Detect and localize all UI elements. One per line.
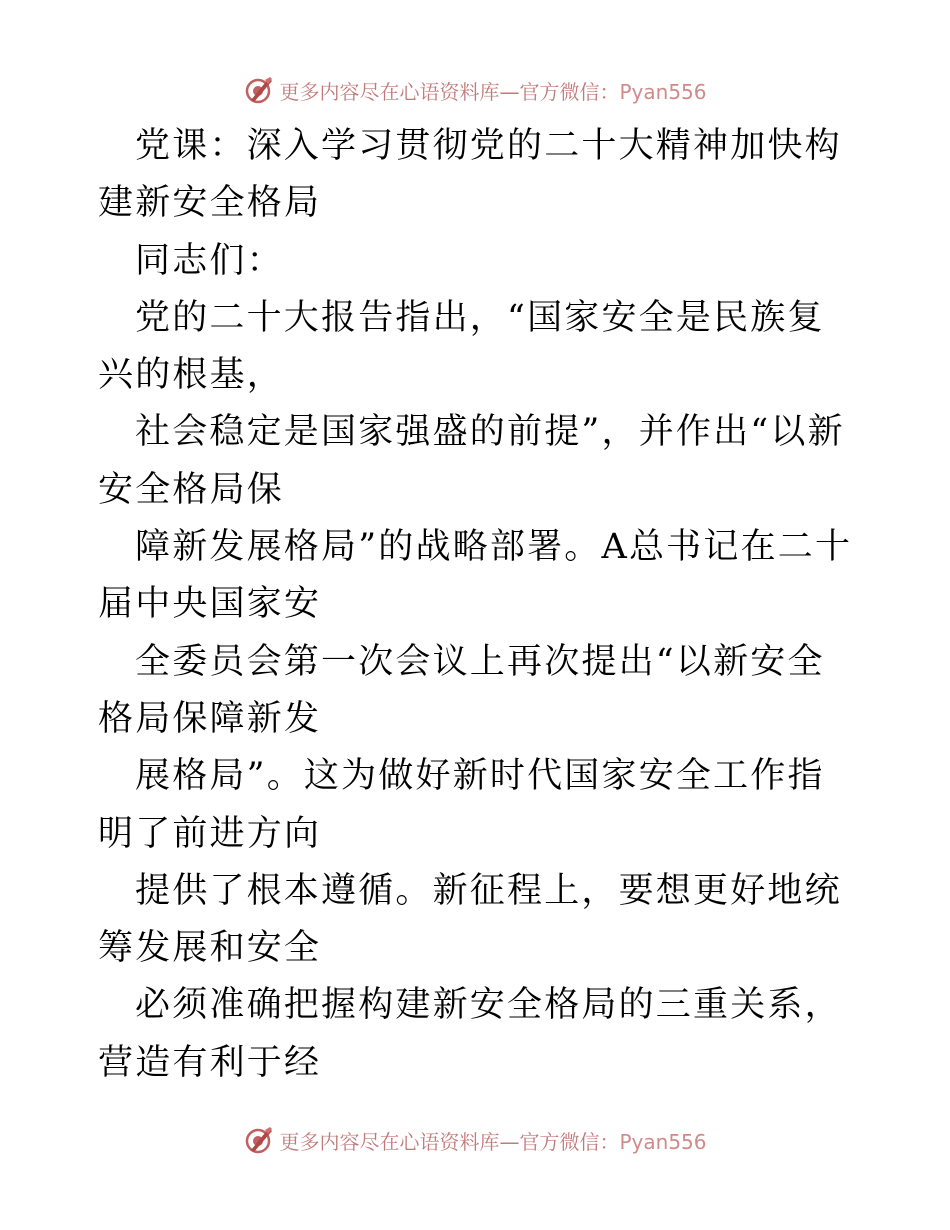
wechat-id: Pyan556 <box>619 79 707 104</box>
footer-watermark <box>0 1120 950 1160</box>
document-title: 党课：深入学习贯彻党的二十大精神加快构建新安全格局 <box>98 126 842 224</box>
quill-logo-icon <box>243 74 275 106</box>
quill-logo-icon <box>243 1124 275 1156</box>
watermark-text: 更多内容尽在心语资料库—官方微信：Pyan556 <box>279 1129 707 1154</box>
header-watermark <box>0 70 950 110</box>
body-line: 全委员会第一次会议上再次提出“以新安全格局保障新发 <box>98 641 825 739</box>
body-line: 社会稳定是国家强盛的前提”，并作出“以新安全格局保 <box>98 412 845 510</box>
watermark-text: 更多内容尽在心语资料库—官方微信：Pyan556 <box>279 79 707 104</box>
body-line: 必须准确把握构建新安全格局的三重关系，营造有利于经 <box>98 985 842 1083</box>
wechat-id: Pyan556 <box>619 1129 707 1154</box>
body-line: 展格局”。这为做好新时代国家安全工作指明了前进方向 <box>98 756 825 854</box>
salutation: 同志们： <box>135 240 284 281</box>
body-line: 障新发展格局”的战略部署。A总书记在二十届中央国家安 <box>98 527 853 625</box>
body-line: 党的二十大报告指出，“国家安全是民族复兴的根基， <box>98 297 825 396</box>
document-body <box>98 118 858 1092</box>
body-line: 提供了根本遵循。新征程上，要想更好地统筹发展和安全 <box>98 870 842 969</box>
